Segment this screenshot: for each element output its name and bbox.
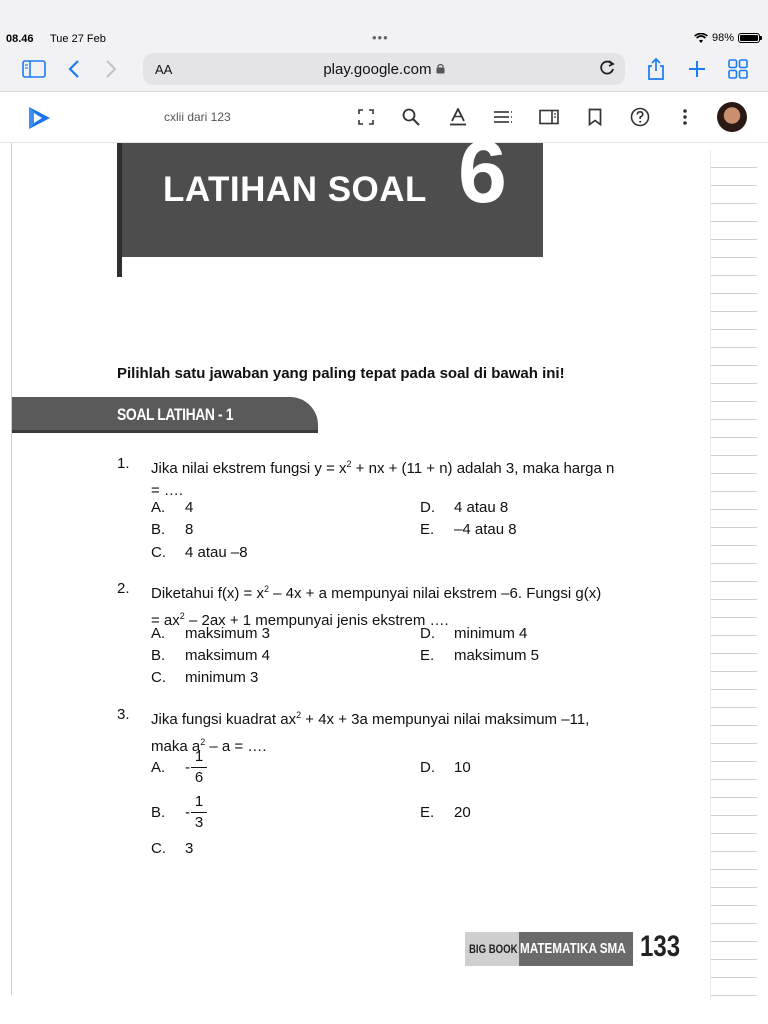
answer-option: D. 10 xyxy=(420,759,471,776)
question-number: 3. xyxy=(117,706,130,723)
page-indicator: cxlii dari 123 xyxy=(164,110,231,124)
battery-icon xyxy=(738,33,760,43)
answer-option: B. maksimum 4 xyxy=(151,647,271,664)
answer-option: C. minimum 3 xyxy=(151,669,259,686)
answer-option: B. - xyxy=(151,804,190,821)
back-icon[interactable] xyxy=(60,56,88,82)
answer-option: D. minimum 4 xyxy=(420,625,528,642)
banner-title: LATIHAN SOAL xyxy=(163,170,427,209)
banner-number: 6 xyxy=(458,122,507,221)
page-view-icon[interactable] xyxy=(537,105,561,129)
status-date: Tue 27 Feb xyxy=(50,33,106,45)
help-icon[interactable] xyxy=(628,105,652,129)
play-books-logo-icon[interactable] xyxy=(26,105,52,131)
banner-accent xyxy=(117,143,122,277)
question-number: 1. xyxy=(117,455,130,472)
instruction-text: Pilihlah satu jawaban yang paling tepat pada soal di bawah ini! xyxy=(117,365,565,382)
new-tab-icon[interactable] xyxy=(683,56,711,82)
url-text: play.google.com xyxy=(143,61,625,78)
answer-option: E. –4 atau 8 xyxy=(420,521,517,538)
page-number: 133 xyxy=(640,930,681,963)
answer-option: D. 4 atau 8 xyxy=(420,499,509,516)
status-time: 08.46 xyxy=(6,33,34,45)
avatar[interactable] xyxy=(717,102,747,132)
fraction: 1 3 xyxy=(191,794,207,831)
share-icon[interactable] xyxy=(642,56,670,82)
question-text: Jika nilai ekstrem fungsi $y = x^2$ + nx + (11 + n) adalah 3, maka harga n = …. xyxy=(151,459,615,499)
answer-option: A. 4 xyxy=(151,499,194,516)
status-bar xyxy=(0,0,768,48)
answer-option: A. maksimum 3 xyxy=(151,625,271,642)
page-margin-lines xyxy=(711,150,757,1000)
bookmark-icon[interactable] xyxy=(583,105,607,129)
answer-option: A. - xyxy=(151,759,190,776)
answer-option: C. 3 xyxy=(151,840,194,857)
fullscreen-icon[interactable] xyxy=(354,105,378,129)
lock-icon xyxy=(436,63,445,74)
wifi-icon xyxy=(694,33,708,44)
answer-option: E. 20 xyxy=(420,804,471,821)
section-title: SOAL LATIHAN - 1 xyxy=(117,405,234,424)
multitasking-dots-icon[interactable]: ••• xyxy=(372,30,389,45)
question-text: Jika fungsi kuadrat $ax^2 + 4x + 3a$ mempunyai nilai maksimum –11, maka $a^2$ – a = …. xyxy=(151,710,590,755)
tabs-overview-icon[interactable] xyxy=(724,56,752,82)
reload-icon[interactable] xyxy=(597,58,617,78)
fraction: 1 6 xyxy=(191,749,207,786)
reader-toolbar xyxy=(0,93,768,143)
page-left-edge xyxy=(11,143,12,995)
sidebar-icon[interactable] xyxy=(20,56,48,82)
browser-toolbar xyxy=(0,48,768,92)
footer-book-title: MATEMATIKA SMA xyxy=(520,940,626,957)
answer-option: E. maksimum 5 xyxy=(420,647,540,664)
question-text: Diketahui $f(x) = x^2 - 4x + a$ mempunyai nilai ekstrem –6. Fungsi g(x) = $ax^2 - 2ax + 1$ mempunyai jenis ekstrem …. xyxy=(151,584,602,629)
battery-percent: 98% xyxy=(711,32,734,44)
answer-option: B. 8 xyxy=(151,521,194,538)
forward-icon[interactable] xyxy=(97,56,125,82)
status-right xyxy=(694,32,760,44)
text-size-button[interactable]: AA xyxy=(155,62,173,77)
footer-book-label: BIG BOOK xyxy=(469,942,518,956)
question-number: 2. xyxy=(117,580,130,597)
more-options-icon[interactable] xyxy=(673,105,697,129)
address-bar[interactable] xyxy=(143,53,625,85)
search-icon[interactable] xyxy=(399,105,423,129)
answer-option: C. 4 atau –8 xyxy=(151,544,248,561)
